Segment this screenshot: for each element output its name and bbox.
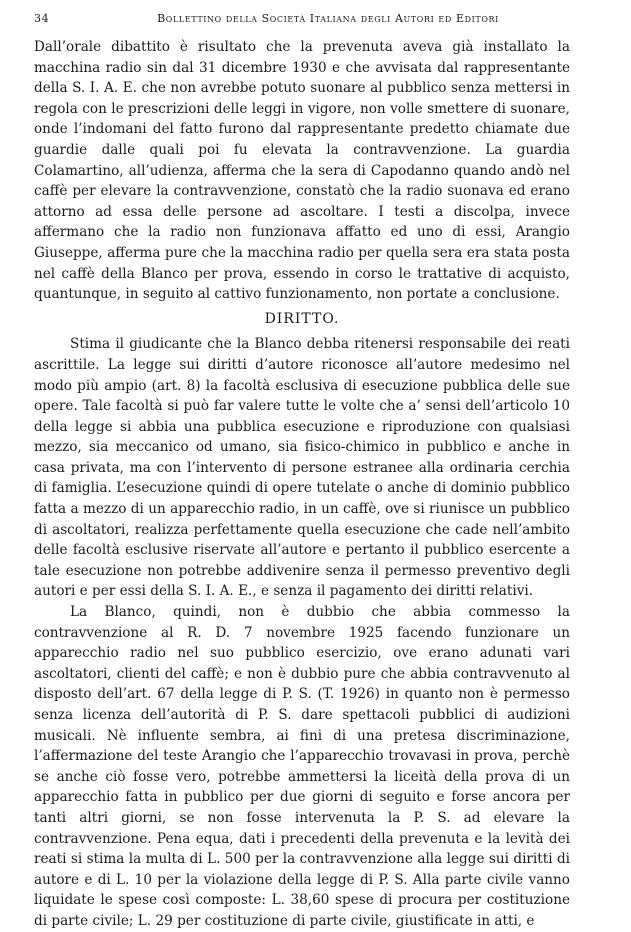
section-heading-diritto: DIRITTO. — [264, 310, 340, 327]
paragraph-facts: Dall’orale dibattito è risultato che la prevenuta aveva già installato la macchina radio sin dal 31 dicembre 1930 e che avvisata dal rappresentante della S. I. A. E. che non avrebbe potuto suonare al pubblico senza mettersi in regola con le prescrizioni delle leggi in vigore, non volle smettere di suonare, onde l’indomani del fatto furono dal rappresentante predetto chiamate due guardie dalle quali poi fu elevata la contravvenzione. La guardia Colamartino, all’udienza, afferma che la sera di Capodanno quando andò nel caffè per elevare la contravvenzione, constatò che la radio suonava ed erano attorno ad essa delle persone ad ascoltare. I testi a discolpa, invece affermano che la radio non funzionava affatto ed uno di essi, Arangio Giuseppe, afferma pure che la macchina radio per quella sera era stata posta nel caffè della Blanco per prova, essendo in corso le trattative di acquisto, quantunque, in seguito al cattivo funzionamento, non portate a conclusione. — [34, 39, 570, 303]
page-header — [34, 12, 570, 25]
page-number: 34 — [34, 12, 50, 25]
paragraph-judgment: La Blanco, quindi, non è dubbio che abbia commesso la contravvenzione al R. D. 7 novembre 1925 facendo funzionare un apparecchio radio nel suo pubblico esercizio, ove erano adunati vari ascoltatori, clienti del caffè; e non è dubbio pure che abbia contravvenuto al disposto dell’art. 67 della legge di P. S. (T. 1926) in quanto non è permesso senza licenza dell’autorità di P. S. dare spettacoli pubblici di audizioni musicali. Nè influente sembra, ai fini di una pretesa discriminazione, l’affermazione del teste Arangio che l’apparecchio trovavasi in prova, perchè se anche ciò fosse vero, potrebbe ammettersi la liceità della prova di un apparecchio fatta in pubblico per due giorni di seguito e forse ancora per tanti altri giorni, se non fosse intervenuta la P. S. ad elevare la contravvenzione. Pena equa, dati i precedenti della prevenuta e la levità dei reati si stima la multa di L. 500 per la contravvenzione alla legge sui diritti di autore e di L. 10 per la violazione della legge di P. S. Alla parte civile vanno liquidate le spese così composte: L. 38,60 spese di procura per costituzione di parte civile; L. 29 per costituzione di parte civile, giustificate in atti, e — [34, 604, 570, 929]
running-title: Bollettino della Società Italiana degli Autori ed Editori — [157, 12, 499, 25]
paragraph-law: Stima il giudicante che la Blanco debba ritenersi responsabile dei reati ascrittile. La legge sui diritti d’autore riconosce all’autore medesimo nel modo più ampio (art. 8) la facoltà esclusiva di esecuzione pubblica delle sue opere. Tale facoltà si può far valere tutte le volte che a’ sensi dell’articolo 10 della legge si abbia una pubblica esecuzione e riproduzione con qualsiasi mezzo, sia meccanico od umano, sia fisico-chimico in pubblico e anche in casa privata, ma con l’intervento di persone estranee alla ordinaria cerchia di famiglia. L’esecuzione quindi di opere tutelate o anche di dominio pubblico fatta a mezzo di un apparecchio radio, in un caffè, ove si riunisce un pubblico di ascoltatori, realizza perfettamente quella esecuzione che cade nell’ambito delle facoltà esclusive riservate all’autore e pertanto il pubblico esercente a tale esecuzione non potrebbe addivenire senza il permesso preventivo degli autori e per essi della S. I. A. E., e senza il pagamento dei diritti relativi. — [34, 336, 570, 600]
page-body — [34, 37, 570, 932]
